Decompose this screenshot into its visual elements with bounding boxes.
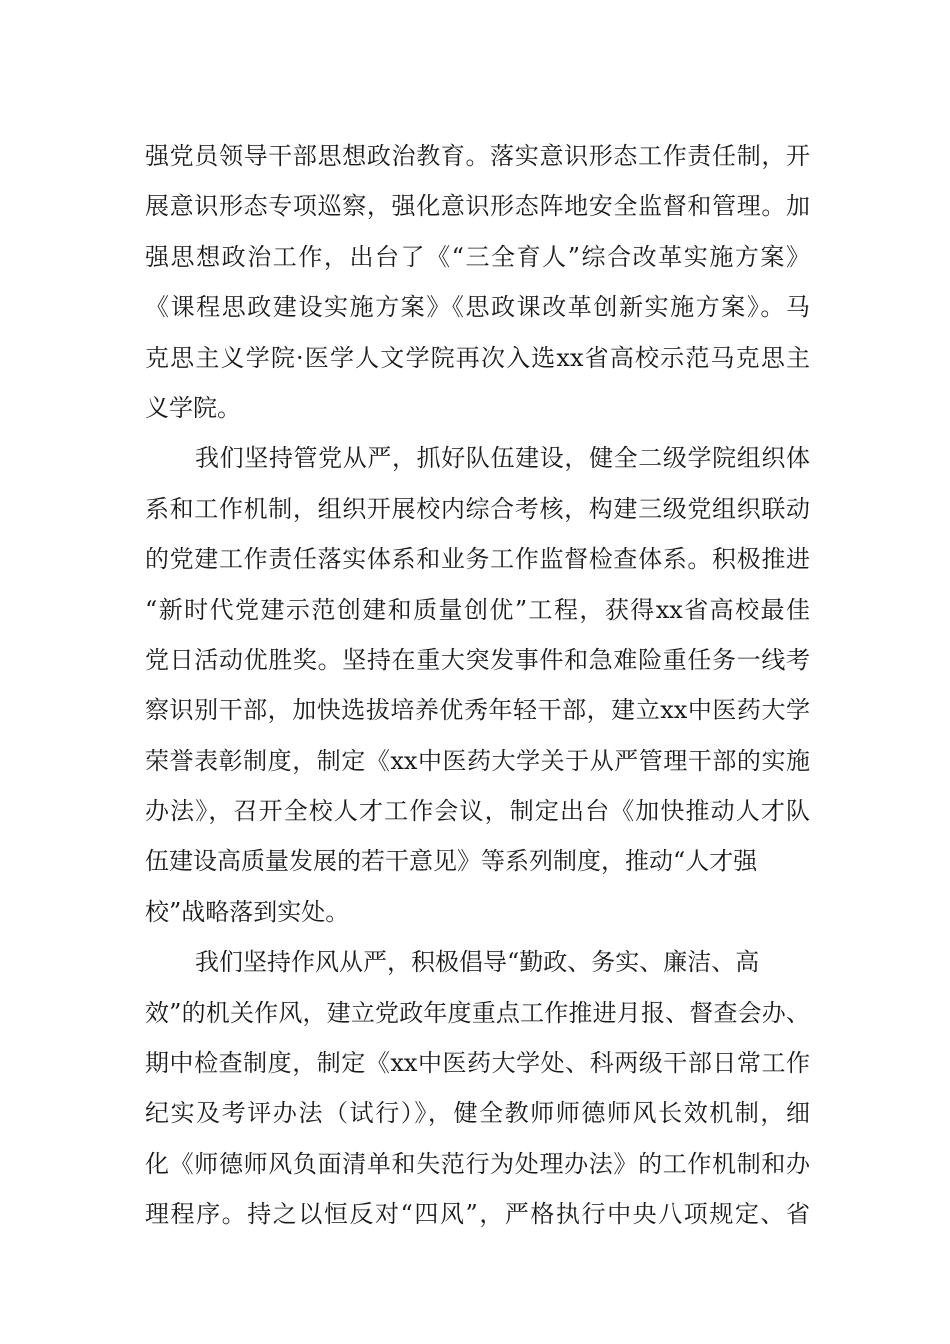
text-line: 办法》，召开全校人才工作会议，制定出台《加快推动人才队 [145,797,810,826]
text-line: 强思想政治工作，出台了《“三全育人”综合改革实施方案》 [145,242,810,271]
text-line: 期中检查制度，制定《xx中医药大学处、科两级干部日常工作 [145,1049,810,1078]
text-line: 克思主义学院·医学人文学院再次入选xx省高校示范马克思主 [145,343,810,372]
paragraph-work-style [145,937,810,1239]
text-line: 纪实及考评办法（试行）》，健全教师师德师风长效机制，细 [145,1099,810,1128]
text-line: 义学院。 [145,393,241,422]
text-line: 我们坚持管党从严，抓好队伍建设，健全二级学院组织体 [195,444,810,473]
text-line: 伍建设高质量发展的若干意见》等系列制度，推动“人才强 [145,847,758,876]
text-line: 理程序。持之以恒反对“四风”，严格执行中央八项规定、省 [145,1200,810,1229]
text-line: “新时代党建示范创建和质量创优”工程，获得xx省高校最佳 [145,595,810,624]
text-line: 系和工作机制，组织开展校内综合考核，构建三级党组织联动 [145,494,810,523]
paragraph-ideology-work [145,131,810,433]
text-line: 荣誉表彰制度，制定《xx中医药大学关于从严管理干部的实施 [145,746,810,775]
text-line: 《课程思政建设实施方案》《思政课改革创新实施方案》。马 [145,293,810,322]
text-line: 效”的机关作风，建立党政年度重点工作推进月报、督查会办、 [145,998,810,1027]
text-line: 展意识形态专项巡察，强化意识形态阵地安全监督和管理。加 [145,192,810,221]
text-line: 察识别干部，加快选拔培养优秀年轻干部，建立xx中医药大学 [145,696,810,725]
text-line: 党日活动优胜奖。坚持在重大突发事件和急难险重任务一线考 [145,645,810,674]
text-line: 我们坚持作风从严，积极倡导“勤政、务实、廉洁、高 [195,948,760,977]
document-body [145,131,810,1240]
text-line: 的党建工作责任落实体系和业务工作监督检查体系。积极推进 [145,545,810,574]
text-line: 化《师德师风负面清单和失范行为处理办法》的工作机制和办 [145,1149,810,1178]
text-line: 校”战略落到实处。 [145,897,350,926]
paragraph-party-management [145,433,810,937]
text-line: 强党员领导干部思想政治教育。落实意识形态工作责任制，开 [145,142,810,170]
